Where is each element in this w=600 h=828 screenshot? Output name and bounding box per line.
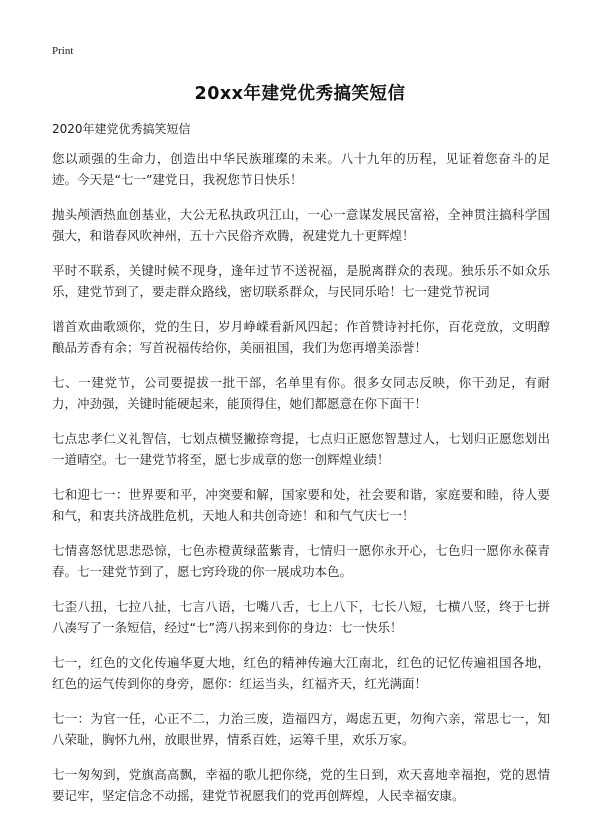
paragraph-7: 七和迎七一：世界要和平，冲突要和解，国家要和处，社会要和谐，家庭要和睦，待人要和气，和衷共济战胜危机，天地人和共创奇迹！和和气气庆七一！ (52, 487, 550, 523)
paragraph-10: 七一，红色的文化传遍华夏大地，红色的精神传遍大江南北，红色的记忆传遍祖国各地，红色的运气传到你的身旁，愿你：红运当头，红福齐天，红光满面！ (52, 655, 550, 691)
paragraph-11: 七一：为官一任，心正不二，力治三废，造福四方，竭虑五更，勿徇六亲，常思七一，知八荣耻，胸怀九州，放眼世界，情系百姓，运筹千里，欢乐万家。 (52, 711, 550, 747)
paragraph-12: 七一匆匆到，党旗高高飘，幸福的歌儿把你绕，党的生日到，欢天喜地幸福抱，党的恩情要记牢，坚定信念不动摇，建党节祝愿我们的党再创辉煌，人民幸福安康。 (52, 767, 550, 803)
paragraph-3: 平时不联系，关键时候不现身，逢年过节不送祝福，是脱离群众的表现。独乐乐不如众乐乐，建党节到了，要走群众路线，密切联系群众，与民同乐哈！七一建党节祝词 (52, 263, 550, 299)
paragraph-2: 抛头颅洒热血创基业，大公无私执政巩江山，一心一意谋发展民富裕，全神贯注搞科学国强大，和谐春风吹神州，五十六民俗齐欢腾，祝建党九十更辉煌！ (52, 207, 550, 243)
document-subtitle: 2020年建党优秀搞笑短信 (52, 122, 191, 136)
print-label: Print (52, 45, 74, 57)
paragraph-8: 七情喜怒忧思悲恐惊，七色赤橙黄绿蓝紫青，七情归一愿你永开心，七色归一愿你永葆青春。七一建党节到了，愿七窍玲珑的你一展成功本色。 (52, 543, 550, 579)
document-body (52, 148, 550, 820)
paragraph-6: 七点忠孝仁义礼智信，七划点横竖撇捺弯提，七点归正愿您智慧过人，七划归正愿您划出一道晴空。七一建党节将至，愿七步成章的您一创辉煌业绩！ (52, 431, 550, 467)
document-title: 20xx年建党优秀搞笑短信 (194, 84, 406, 104)
paragraph-9: 七歪八扭，七拉八扯，七言八语，七嘴八舌，七上八下，七长八短，七横八竖，终于七拼八凑写了一条短信，经过“七”湾八拐来到你的身边：七一快乐！ (52, 599, 550, 635)
paragraph-1: 您以顽强的生命力，创造出中华民族璀璨的未来。八十九年的历程，见证着您奋斗的足迹。今天是“七一”建党日，我祝您节日快乐！ (52, 151, 550, 187)
paragraph-5: 七、一建党节，公司要提拔一批干部，名单里有你。很多女同志反映，你干劲足，有耐力，冲劲强，关键时能硬起来，能顶得住，她们都愿意在你下面干！ (52, 375, 550, 411)
paragraph-4: 谱首欢曲歌颂你，党的生日，岁月峥嵘看新风四起；作首赞诗衬托你，百花竞放，文明醇酿品芳香有余；写首祝福传给你，美丽祖国，我们为您再增美添誉！ (52, 319, 550, 355)
